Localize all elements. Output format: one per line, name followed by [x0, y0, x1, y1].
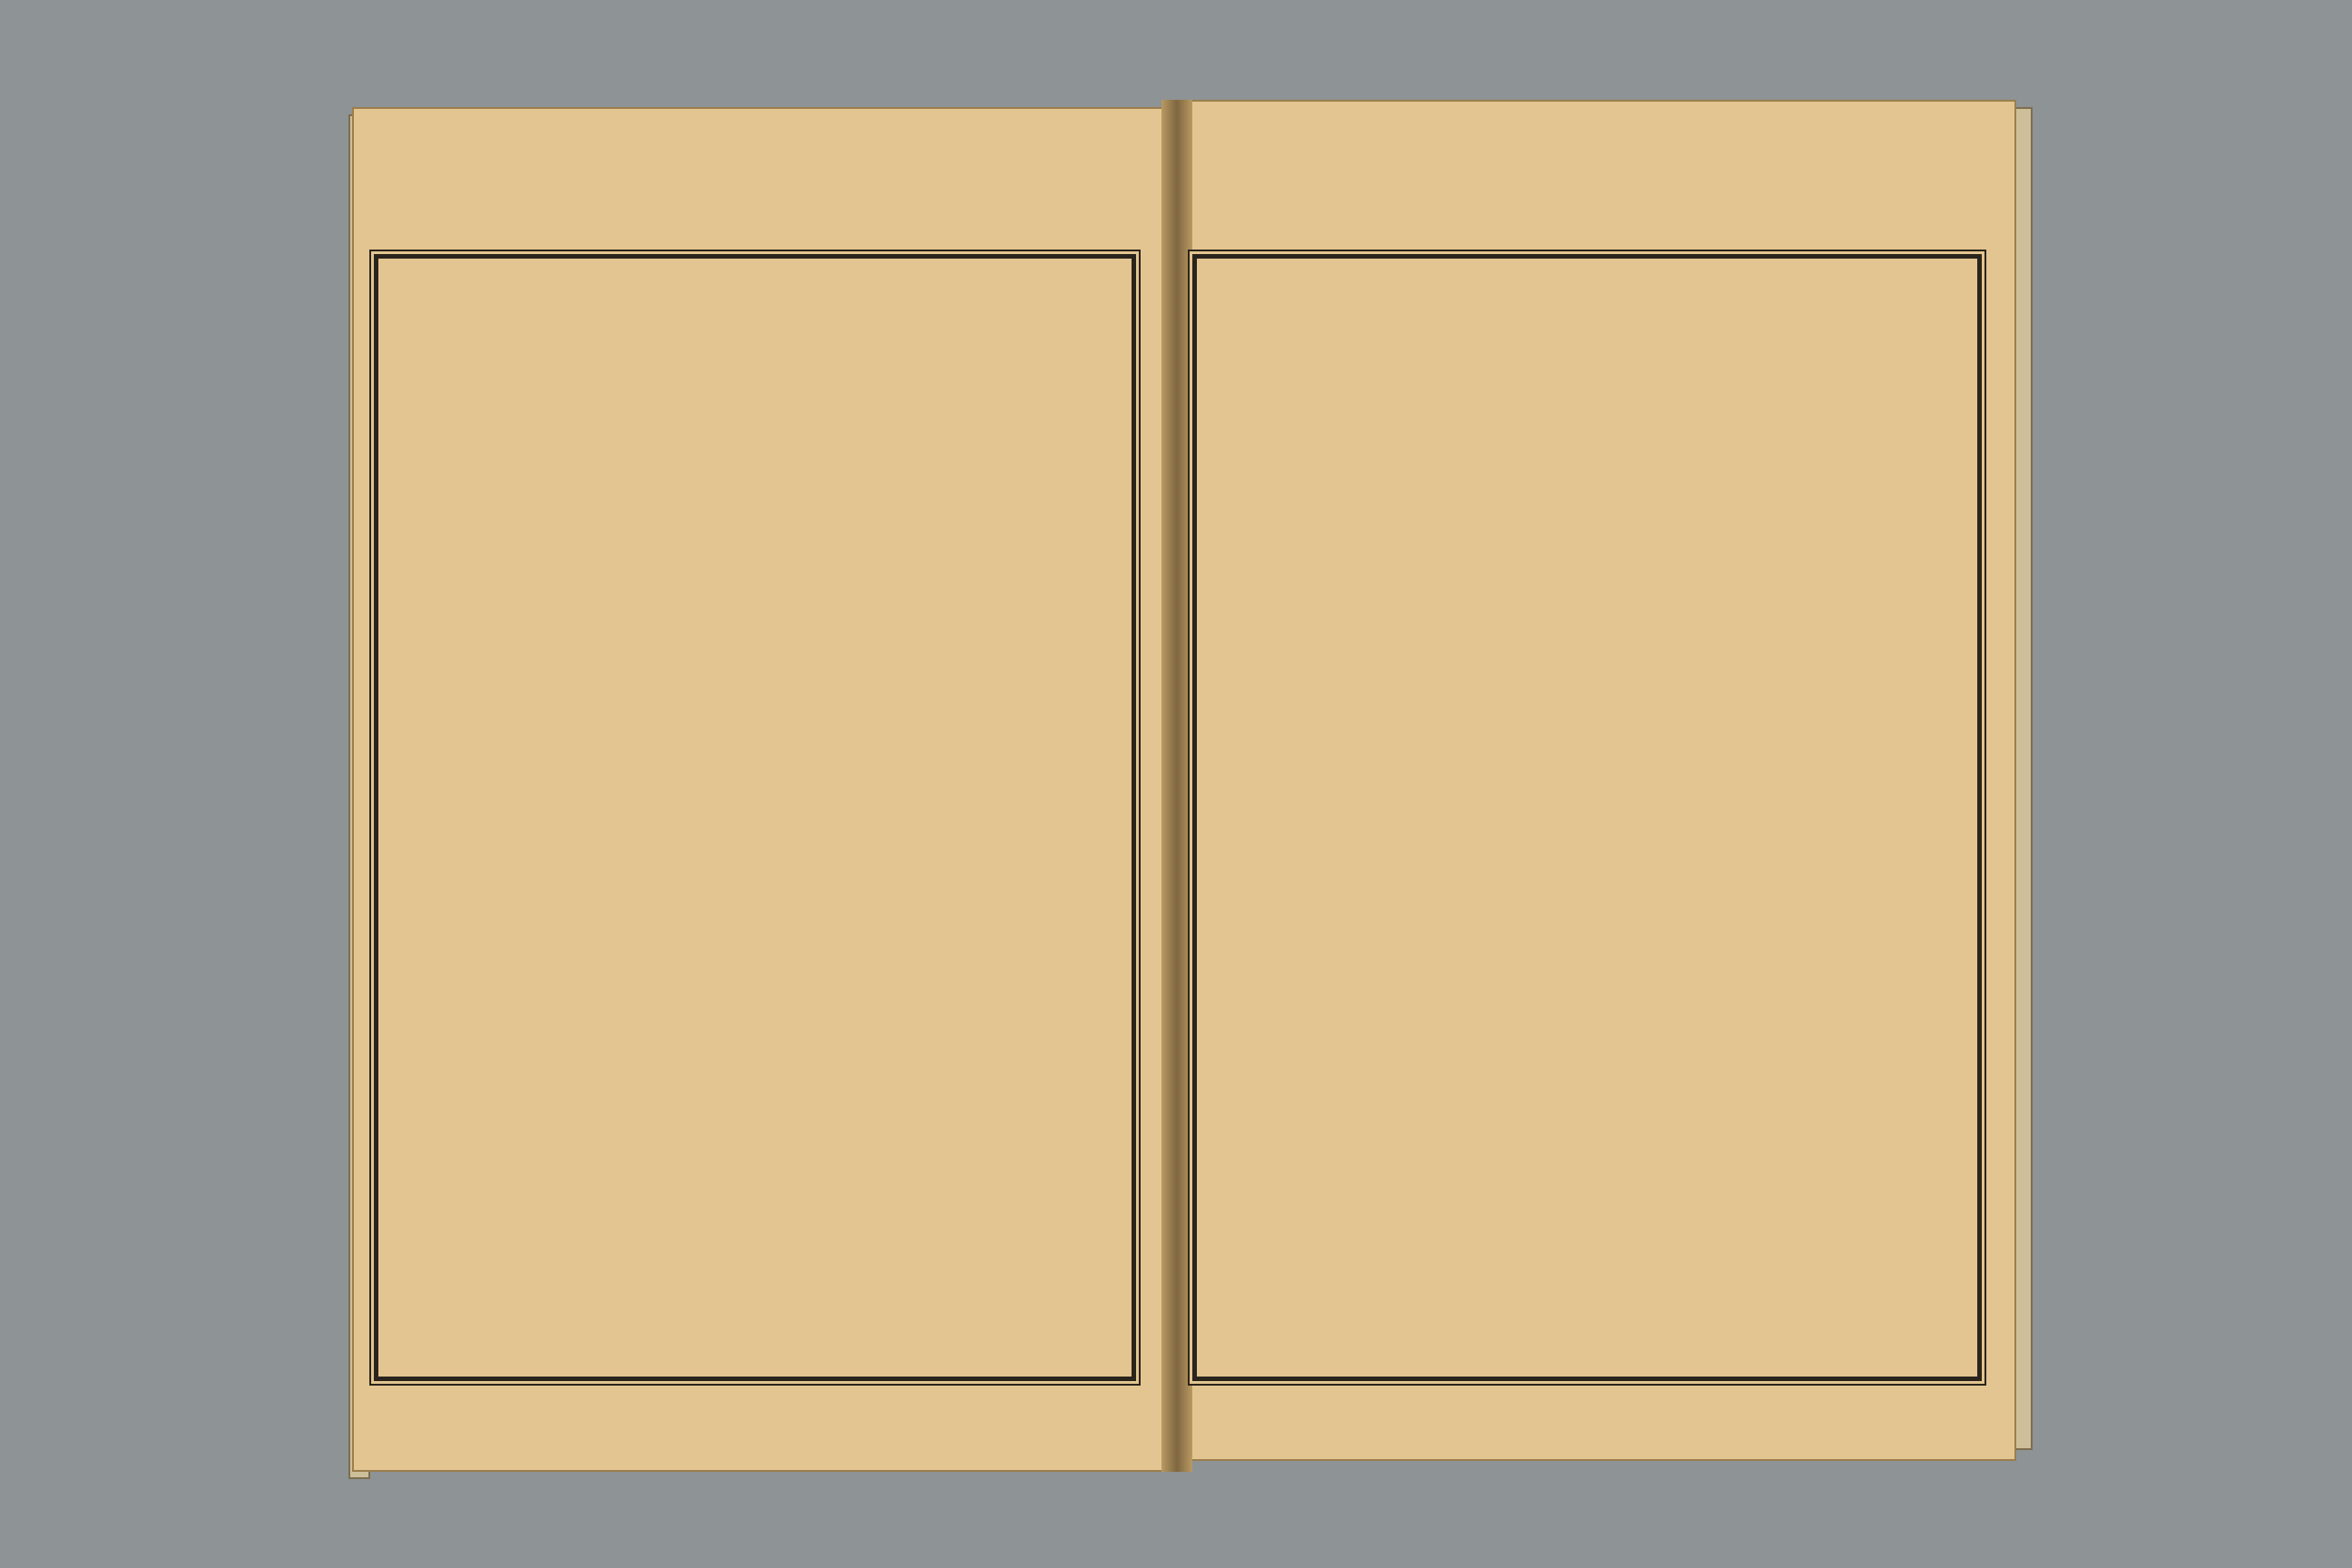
left-page-frame	[374, 254, 1136, 1381]
right-page-frame	[1192, 254, 1982, 1381]
book-gutter	[1161, 100, 1192, 1472]
